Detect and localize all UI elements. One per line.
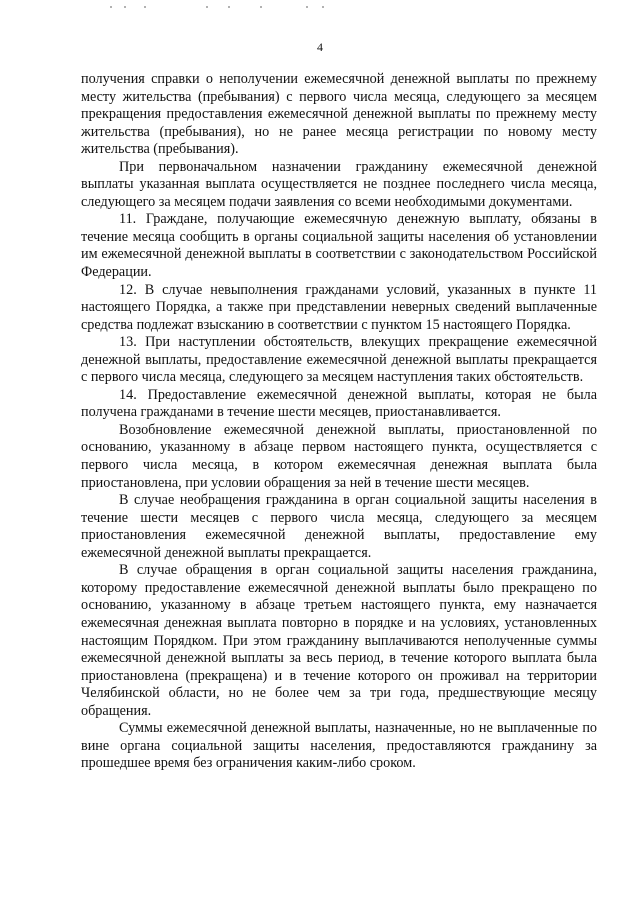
document-body (81, 71, 597, 773)
paragraph-unpaid-sums: Суммы ежемесячной денежной выплаты, назначенные, но не выплаченные по вине органа социальной защиты населения, предоставляются гражданину за прошедшее время без ограничения каким-либо сроком. (81, 720, 597, 772)
page-number: 4 (317, 40, 323, 54)
paragraph-reappointment: В случае обращения в орган социальной защиты населения гражданина, которому предоставление ежемесячной денежной выплаты было прекращено по основанию, указанному в абзаце третьем настоящего пункта, ему назначается ежемесячная денежная выплата повторно в порядке и на условиях, установленных настоящим Порядком. При этом гражданину выплачиваются неполученные суммы ежемесячной денежной выплаты за весь период, в течение которого выплата была приостановлена (прекращена) и в течение которого он проживал на территории Челябинской области, но не более чем за три года, предшествующие месяцу обращения. (81, 562, 597, 719)
paragraph-item-13: 13. При наступлении обстоятельств, влекущих прекращение ежемесячной денежной выплаты, предоставление ежемесячной денежной выплаты прекращается с первого числа месяца, следующего за месяцем наступления таких обстоятельств. (81, 334, 597, 386)
paragraph-initial-assignment: При первоначальном назначении гражданину ежемесячной денежной выплаты указанная выплата осуществляется не позднее последнего числа месяца, следующего за месяцем подачи заявления со всеми необходимыми документами. (81, 158, 597, 210)
paragraph-continuation: получения справки о неполучении ежемесячной денежной выплаты по прежнему месту жительства (пребывания) с первого числа месяца, следующего за месяцем прекращения предоставления ежемесячной денежной выплаты по прежнему месту жительства (пребывания), но не ранее месяца регистрации по новому месту жительства (пребывания). (81, 71, 597, 158)
scan-artifacts (110, 6, 330, 12)
scan-speck (110, 6, 112, 8)
paragraph-resumption: Возобновление ежемесячной денежной выплаты, приостановленной по основанию, указанному в абзаце первом настоящего пункта, осуществляется с первого числа месяца, в котором ежемесячная денежная выплата была приостановлена, при условии обращения за ней в течение шести месяцев. (81, 421, 597, 491)
scan-speck (306, 6, 308, 8)
scan-speck (322, 6, 324, 8)
paragraph-non-appeal: В случае необращения гражданина в орган социальной защиты населения в течение шести месяцев с первого числа месяца, следующего за месяцем приостановления ежемесячной денежной выплаты, предоставление ему ежемесячной денежной выплаты прекращается. (81, 492, 597, 561)
scan-speck (206, 6, 208, 8)
scan-speck (260, 6, 262, 8)
paragraph-item-12: 12. В случае невыполнения гражданами условий, указанных в пункте 11 настоящего Порядка, а также при представлении неверных сведений выплаченные средства подлежат взысканию в соответствии с пунктом 15 настоящего Порядка. (81, 281, 597, 333)
scan-speck (124, 6, 126, 8)
paragraph-item-11: 11. Граждане, получающие ежемесячную денежную выплату, обязаны в течение месяца сообщить в органы социальной защиты населения об установлении им ежемесячной денежной выплаты в соответствии с законодательством Российской Федерации. (81, 211, 597, 281)
scan-speck (228, 6, 230, 8)
paragraph-item-14: 14. Предоставление ежемесячной денежной выплаты, которая не была получена гражданами в течение шести месяцев, приостанавливается. (81, 386, 597, 421)
scan-speck (144, 6, 146, 8)
